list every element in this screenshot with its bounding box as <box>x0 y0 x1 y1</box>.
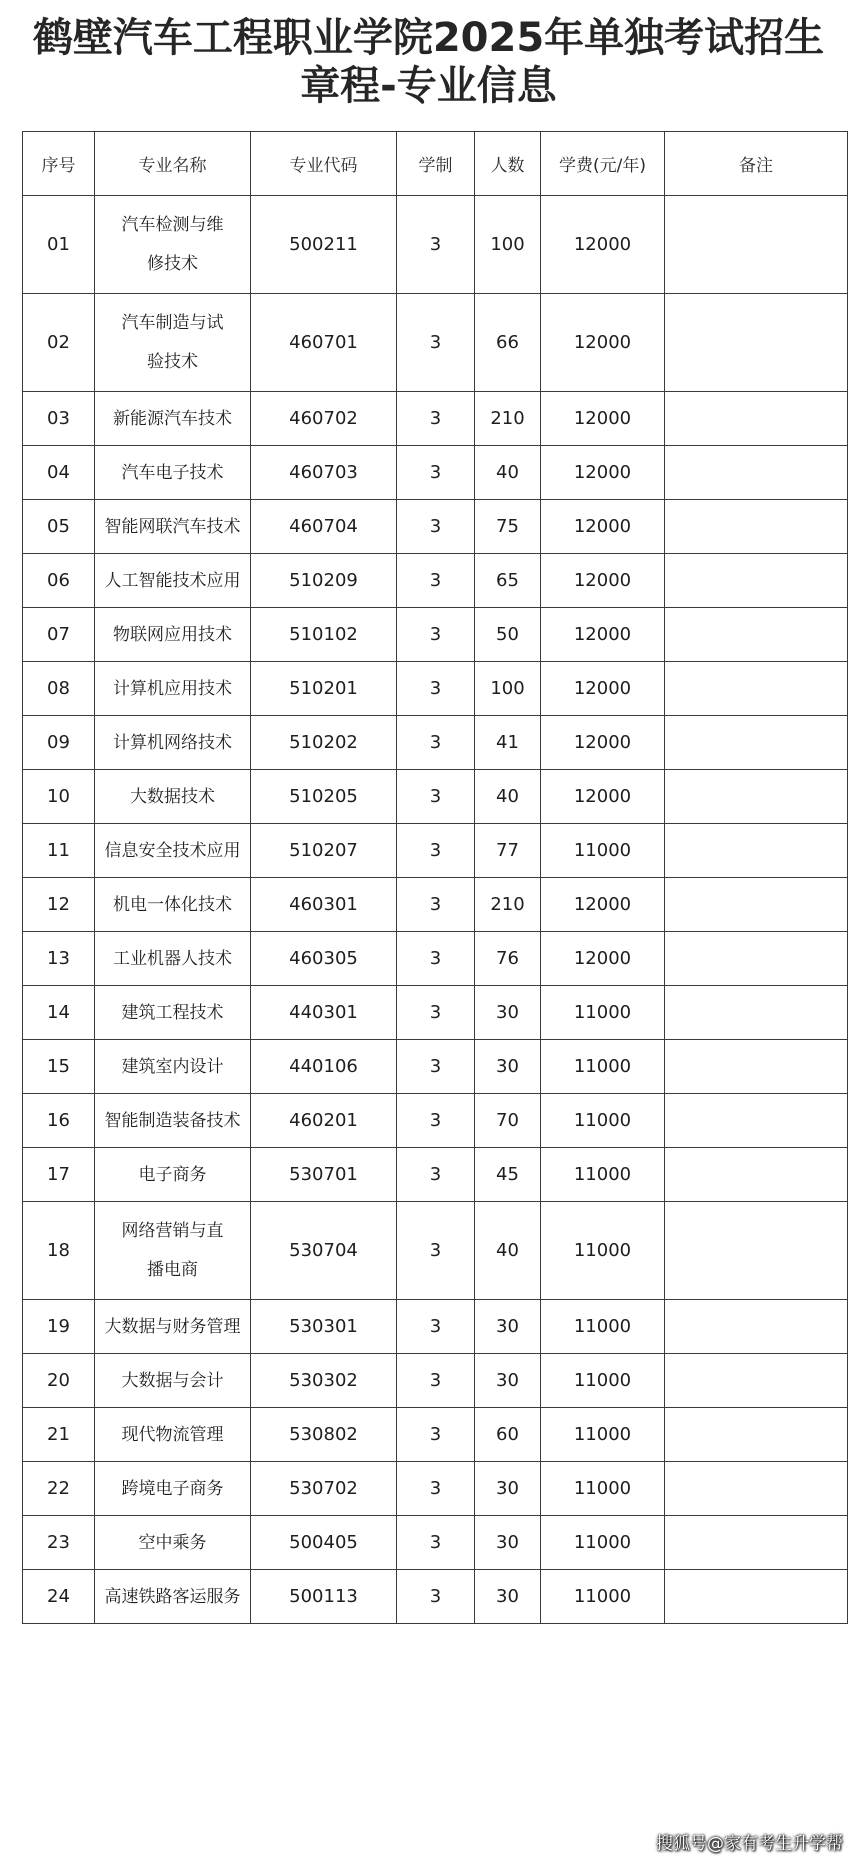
cell-no: 19 <box>23 1300 95 1354</box>
cell-note <box>665 608 848 662</box>
cell-tuition: 12000 <box>541 878 665 932</box>
cell-note <box>665 500 848 554</box>
cell-major-code: 460301 <box>251 878 397 932</box>
cell-no: 12 <box>23 878 95 932</box>
cell-major-name: 信息安全技术应用 <box>95 824 251 878</box>
cell-note <box>665 824 848 878</box>
table-row <box>23 554 848 608</box>
cell-major-name: 电子商务 <box>95 1148 251 1202</box>
cell-note <box>665 1300 848 1354</box>
cell-years: 3 <box>397 294 475 392</box>
cell-major-code: 500405 <box>251 1516 397 1570</box>
table-row <box>23 1148 848 1202</box>
cell-note <box>665 1354 848 1408</box>
cell-years: 3 <box>397 878 475 932</box>
cell-years: 3 <box>397 1354 475 1408</box>
cell-years: 3 <box>397 716 475 770</box>
cell-major-code: 530301 <box>251 1300 397 1354</box>
cell-major-name: 智能网联汽车技术 <box>95 500 251 554</box>
cell-major-code: 530802 <box>251 1408 397 1462</box>
cell-major-name: 智能制造装备技术 <box>95 1094 251 1148</box>
cell-major-code: 460201 <box>251 1094 397 1148</box>
header-note: 备注 <box>665 132 848 196</box>
cell-tuition: 11000 <box>541 1148 665 1202</box>
cell-major-name: 大数据与会计 <box>95 1354 251 1408</box>
cell-count: 70 <box>475 1094 541 1148</box>
cell-count: 210 <box>475 392 541 446</box>
cell-years: 3 <box>397 196 475 294</box>
cell-major-code: 530701 <box>251 1148 397 1202</box>
table-row <box>23 770 848 824</box>
cell-note <box>665 294 848 392</box>
cell-count: 30 <box>475 1516 541 1570</box>
cell-tuition: 12000 <box>541 392 665 446</box>
cell-no: 03 <box>23 392 95 446</box>
cell-note <box>665 716 848 770</box>
cell-note <box>665 878 848 932</box>
cell-no: 20 <box>23 1354 95 1408</box>
cell-tuition: 12000 <box>541 294 665 392</box>
cell-years: 3 <box>397 446 475 500</box>
cell-major-code: 510201 <box>251 662 397 716</box>
cell-major-code: 460704 <box>251 500 397 554</box>
cell-years: 3 <box>397 770 475 824</box>
title-line-1: 鹤壁汽车工程职业学院2025年单独考试招生 <box>32 15 825 61</box>
cell-note <box>665 986 848 1040</box>
cell-note <box>665 1462 848 1516</box>
cell-major-code: 510205 <box>251 770 397 824</box>
cell-major-name: 人工智能技术应用 <box>95 554 251 608</box>
cell-years: 3 <box>397 1516 475 1570</box>
cell-major-code: 510209 <box>251 554 397 608</box>
cell-major-code: 460703 <box>251 446 397 500</box>
cell-note <box>665 554 848 608</box>
cell-major-name: 汽车制造与试验技术 <box>95 294 251 392</box>
document-title <box>0 14 857 110</box>
cell-tuition: 11000 <box>541 1408 665 1462</box>
cell-tuition: 11000 <box>541 1094 665 1148</box>
cell-note <box>665 1408 848 1462</box>
cell-count: 65 <box>475 554 541 608</box>
header-no: 序号 <box>23 132 95 196</box>
cell-count: 45 <box>475 1148 541 1202</box>
table-row <box>23 662 848 716</box>
cell-count: 60 <box>475 1408 541 1462</box>
cell-major-name: 新能源汽车技术 <box>95 392 251 446</box>
table-row <box>23 824 848 878</box>
cell-tuition: 11000 <box>541 1516 665 1570</box>
table-row <box>23 1354 848 1408</box>
cell-note <box>665 446 848 500</box>
table-row <box>23 294 848 392</box>
cell-major-code: 440106 <box>251 1040 397 1094</box>
cell-major-name: 跨境电子商务 <box>95 1462 251 1516</box>
cell-major-code: 510102 <box>251 608 397 662</box>
cell-no: 02 <box>23 294 95 392</box>
cell-tuition: 12000 <box>541 932 665 986</box>
table-row <box>23 196 848 294</box>
cell-note <box>665 1094 848 1148</box>
cell-major-code: 530702 <box>251 1462 397 1516</box>
table-row <box>23 878 848 932</box>
cell-years: 3 <box>397 608 475 662</box>
title-line-2: 章程-专业信息 <box>300 63 557 109</box>
table-row <box>23 392 848 446</box>
cell-years: 3 <box>397 1202 475 1300</box>
cell-major-name: 计算机应用技术 <box>95 662 251 716</box>
table-row <box>23 1462 848 1516</box>
cell-tuition: 11000 <box>541 1040 665 1094</box>
cell-no: 09 <box>23 716 95 770</box>
cell-tuition: 11000 <box>541 1462 665 1516</box>
cell-no: 05 <box>23 500 95 554</box>
cell-major-name: 机电一体化技术 <box>95 878 251 932</box>
cell-years: 3 <box>397 554 475 608</box>
cell-years: 3 <box>397 1040 475 1094</box>
cell-major-code: 460701 <box>251 294 397 392</box>
cell-tuition: 12000 <box>541 770 665 824</box>
cell-years: 3 <box>397 500 475 554</box>
table-row <box>23 716 848 770</box>
cell-tuition: 12000 <box>541 662 665 716</box>
cell-no: 14 <box>23 986 95 1040</box>
cell-tuition: 11000 <box>541 1354 665 1408</box>
cell-no: 23 <box>23 1516 95 1570</box>
cell-no: 15 <box>23 1040 95 1094</box>
cell-count: 100 <box>475 196 541 294</box>
table-row <box>23 932 848 986</box>
cell-years: 3 <box>397 1300 475 1354</box>
cell-count: 77 <box>475 824 541 878</box>
cell-years: 3 <box>397 1408 475 1462</box>
header-years: 学制 <box>397 132 475 196</box>
table-row <box>23 1300 848 1354</box>
cell-note <box>665 1148 848 1202</box>
cell-years: 3 <box>397 986 475 1040</box>
cell-major-name: 汽车电子技术 <box>95 446 251 500</box>
cell-major-name: 计算机网络技术 <box>95 716 251 770</box>
cell-years: 3 <box>397 392 475 446</box>
cell-no: 18 <box>23 1202 95 1300</box>
cell-major-name: 建筑工程技术 <box>95 986 251 1040</box>
cell-note <box>665 932 848 986</box>
cell-tuition: 12000 <box>541 446 665 500</box>
cell-years: 3 <box>397 662 475 716</box>
cell-no: 08 <box>23 662 95 716</box>
cell-years: 3 <box>397 824 475 878</box>
majors-table <box>22 131 848 1624</box>
cell-major-code: 530704 <box>251 1202 397 1300</box>
header-tuition: 学费(元/年) <box>541 132 665 196</box>
table-row <box>23 1408 848 1462</box>
cell-tuition: 12000 <box>541 608 665 662</box>
cell-note <box>665 1516 848 1570</box>
cell-count: 210 <box>475 878 541 932</box>
cell-count: 30 <box>475 1300 541 1354</box>
cell-note <box>665 392 848 446</box>
cell-note <box>665 770 848 824</box>
cell-major-name: 工业机器人技术 <box>95 932 251 986</box>
cell-major-code: 460702 <box>251 392 397 446</box>
cell-years: 3 <box>397 1462 475 1516</box>
cell-no: 16 <box>23 1094 95 1148</box>
cell-count: 66 <box>475 294 541 392</box>
table-row <box>23 446 848 500</box>
cell-years: 3 <box>397 932 475 986</box>
header-major-name: 专业名称 <box>95 132 251 196</box>
cell-note <box>665 1570 848 1624</box>
cell-no: 10 <box>23 770 95 824</box>
cell-major-code: 500211 <box>251 196 397 294</box>
header-count: 人数 <box>475 132 541 196</box>
cell-count: 50 <box>475 608 541 662</box>
cell-no: 13 <box>23 932 95 986</box>
cell-note <box>665 1040 848 1094</box>
table-row <box>23 1202 848 1300</box>
cell-no: 07 <box>23 608 95 662</box>
table-row <box>23 986 848 1040</box>
watermark: 搜狐号@家有考生升学帮 <box>656 1834 843 1854</box>
cell-count: 40 <box>475 446 541 500</box>
cell-major-code: 460305 <box>251 932 397 986</box>
cell-no: 06 <box>23 554 95 608</box>
cell-count: 75 <box>475 500 541 554</box>
cell-major-code: 530302 <box>251 1354 397 1408</box>
table-row <box>23 1516 848 1570</box>
cell-major-code: 440301 <box>251 986 397 1040</box>
table-row <box>23 1570 848 1624</box>
cell-major-code: 500113 <box>251 1570 397 1624</box>
cell-major-name: 空中乘务 <box>95 1516 251 1570</box>
table-header-row <box>23 132 848 196</box>
cell-count: 40 <box>475 1202 541 1300</box>
cell-count: 41 <box>475 716 541 770</box>
cell-no: 21 <box>23 1408 95 1462</box>
cell-count: 76 <box>475 932 541 986</box>
cell-major-name: 网络营销与直播电商 <box>95 1202 251 1300</box>
table-row <box>23 500 848 554</box>
cell-tuition: 11000 <box>541 1202 665 1300</box>
cell-no: 01 <box>23 196 95 294</box>
cell-count: 100 <box>475 662 541 716</box>
cell-tuition: 11000 <box>541 1570 665 1624</box>
cell-count: 30 <box>475 1570 541 1624</box>
cell-note <box>665 1202 848 1300</box>
cell-years: 3 <box>397 1148 475 1202</box>
table-row <box>23 608 848 662</box>
cell-count: 30 <box>475 986 541 1040</box>
cell-count: 30 <box>475 1462 541 1516</box>
cell-note <box>665 196 848 294</box>
cell-tuition: 11000 <box>541 1300 665 1354</box>
cell-count: 30 <box>475 1040 541 1094</box>
cell-major-name: 现代物流管理 <box>95 1408 251 1462</box>
cell-tuition: 12000 <box>541 554 665 608</box>
cell-no: 11 <box>23 824 95 878</box>
cell-major-code: 510202 <box>251 716 397 770</box>
cell-major-name: 大数据技术 <box>95 770 251 824</box>
cell-years: 3 <box>397 1570 475 1624</box>
cell-tuition: 12000 <box>541 196 665 294</box>
cell-years: 3 <box>397 1094 475 1148</box>
cell-no: 17 <box>23 1148 95 1202</box>
cell-no: 22 <box>23 1462 95 1516</box>
cell-count: 40 <box>475 770 541 824</box>
cell-major-name: 高速铁路客运服务 <box>95 1570 251 1624</box>
header-major-code: 专业代码 <box>251 132 397 196</box>
cell-tuition: 12000 <box>541 716 665 770</box>
table-row <box>23 1094 848 1148</box>
cell-major-code: 510207 <box>251 824 397 878</box>
cell-major-name: 物联网应用技术 <box>95 608 251 662</box>
cell-tuition: 11000 <box>541 824 665 878</box>
cell-major-name: 汽车检测与维修技术 <box>95 196 251 294</box>
cell-tuition: 12000 <box>541 500 665 554</box>
cell-major-name: 大数据与财务管理 <box>95 1300 251 1354</box>
cell-note <box>665 662 848 716</box>
table-row <box>23 1040 848 1094</box>
cell-tuition: 11000 <box>541 986 665 1040</box>
cell-major-name: 建筑室内设计 <box>95 1040 251 1094</box>
cell-count: 30 <box>475 1354 541 1408</box>
cell-no: 04 <box>23 446 95 500</box>
cell-no: 24 <box>23 1570 95 1624</box>
